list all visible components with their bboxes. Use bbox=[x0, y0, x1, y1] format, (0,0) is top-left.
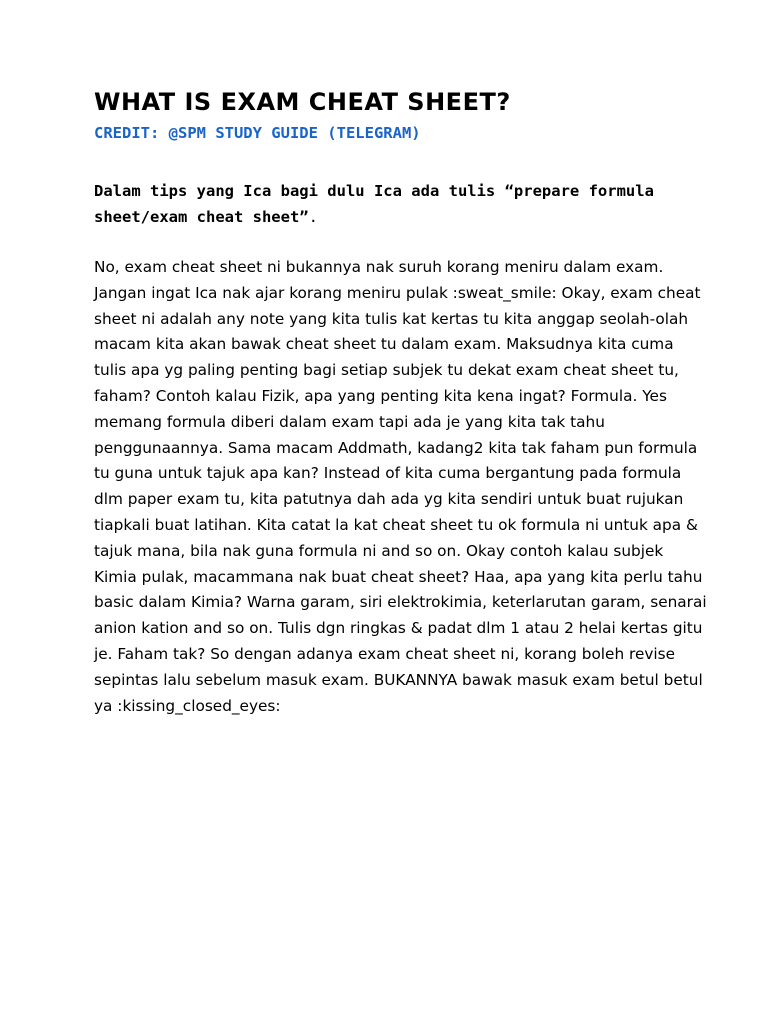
lead-tail-text: . bbox=[308, 207, 318, 226]
lead-paragraph bbox=[94, 179, 708, 230]
body-paragraph: No, exam cheat sheet ni bukannya nak suruh korang meniru dalam exam. Jangan ingat Ica nak ajar korang meniru pulak :sweat_smile: Okay, exam cheat sheet ni adalah any note yang kita tulis kat kertas tu kita anggap seolah-olah macam kita akan bawak cheat sheet tu dalam exam. Maksudnya kita cuma tulis apa yg paling penting bagi setiap subjek tu dekat exam cheat sheet tu, faham? Contoh kalau Fizik, apa yang penting kita kena ingat? Formula. Yes memang formula diberi dalam exam tapi ada je yang kita tak tahu penggunaannya. Sama macam Addmath, kadang2 kita tak faham pun formula tu guna untuk tajuk apa kan? Instead of kita cuma bergantung pada formula dlm paper exam tu, kita patutnya dah ada yg kita sendiri untuk buat rujukan tiapkali buat latihan. Kita catat la kat cheat sheet tu ok formula ni untuk apa & tajuk mana, bila nak guna formula ni and so on. Okay contoh kalau subjek Kimia pulak, macammana nak buat cheat sheet? Haa, apa yang kita perlu tahu basic dalam Kimia? Warna garam, siri elektrokimia, keterlarutan garam, senarai anion kation and so on. Tulis dgn ringkas & padat dlm 1 atau 2 helai kertas gitu je. Faham tak? So dengan adanya exam cheat sheet ni, korang boleh revise sepintas lalu sebelum masuk exam. BUKANNYA bawak masuk exam betul betul ya :kissing_closed_eyes: bbox=[94, 258, 707, 715]
credit-line: CREDIT: @SPM STUDY GUIDE (TELEGRAM) bbox=[94, 124, 421, 142]
lead-bold-text: Dalam tips yang Ica bagi dulu Ica ada tulis “prepare formula sheet/exam cheat sheet” bbox=[94, 182, 654, 226]
document-title: WHAT IS EXAM CHEAT SHEET? bbox=[94, 88, 511, 116]
